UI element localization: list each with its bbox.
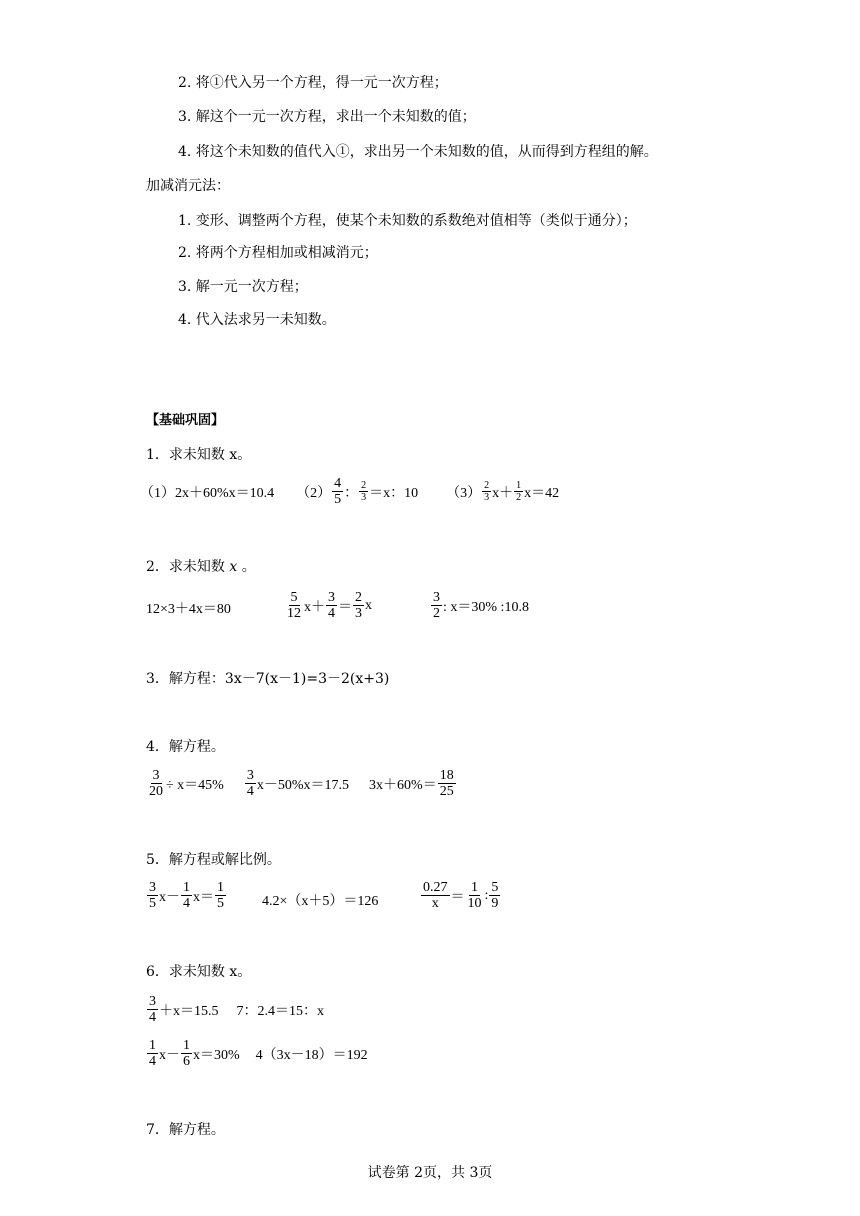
q5-eq-a [146,880,227,911]
q2-prompt-var: x [229,559,238,575]
fraction: $\frac{2}{3}$ [484,480,490,503]
colon: ： [344,485,359,501]
q5-eq-a-mid: x－ [159,889,180,905]
colon: : [484,887,489,903]
q2-prompt-text: 2．求未知数 [146,559,225,575]
q5-eq-b-text: 4.2×（x＋5）＝126 [262,894,379,909]
fraction: $\frac{3}{20}$ [149,768,163,799]
q1-eq-c-mid: x＋ [492,485,514,501]
q2-eq-c-rest: : x＝30% :10.8 [443,599,529,615]
fraction: $\frac{1}{4}$ [183,880,190,911]
q6-row-2 [146,1038,368,1069]
fraction: $\frac{0.27}{x}$ [423,880,448,911]
fraction: $\frac{1}{2}$ [516,480,522,503]
q3-prompt: 3．解方程：3x－7(x－1)=3－2(x+3) [146,671,390,687]
elimination-step-3: 3. 解一元一次方程； [178,279,308,295]
substitution-step-4: 4. 将这个未知数的值代入①，求出另一个未知数的值，从而得到方程组的解。 [178,144,658,160]
fraction: $\frac{2}{3}$ [361,480,367,503]
q1-equations [140,476,559,507]
q2-prompt [146,558,256,576]
q1-prompt: 1．求未知数 x。 [146,447,252,463]
equals: ＝ [450,889,465,905]
fraction: $\frac{1}{4}$ [149,1038,156,1069]
fraction: $\frac{1}{5}$ [217,880,224,911]
fraction: $\frac{1}{6}$ [183,1038,190,1069]
elimination-step-2: 2. 将两个方程相加或相减消元； [178,245,378,261]
q6-eq-b: 7：2.4＝15：x [236,1003,324,1019]
fraction: $\frac{5}{12}$ [287,590,301,621]
q2-eq-b-mid: x＋ [304,599,325,615]
fraction: $\frac{3}{2}$ [433,590,440,621]
q1-eq-b-label: （2） [296,485,332,501]
q6-eq-c-rest: x＝30% [193,1047,240,1063]
fraction: $\frac{5}{9}$ [491,880,499,911]
fraction: $\frac{1}{10}$ [467,880,482,911]
q7-prompt: 7．解方程。 [146,1122,225,1138]
q5-eq-b [262,890,378,910]
q6-eq-c-mid: x－ [159,1047,180,1063]
q6-eq-d: 4（3x－18）＝192 [255,1047,368,1063]
q6-prompt: 6．求未知数 x。 [146,964,252,980]
q4-eq-c-pre: 3x＋60%＝ [369,777,437,793]
q5-prompt: 5．解方程或解比例。 [146,852,281,868]
q5-eq-c [420,880,501,911]
fraction: $\frac{3}{4}$ [328,590,335,621]
fraction: $\frac{2}{3}$ [355,590,362,621]
fraction: $\frac{18}{25}$ [439,768,454,799]
elimination-title: 加减消元法： [146,178,230,194]
fraction: $\frac{3}{4}$ [246,768,254,799]
q2-eq-a-text: 12×3＋4x＝80 [146,602,231,617]
q1-eq-c-rest: x＝42 [524,485,560,501]
q2-eq-b [284,590,372,621]
q2-eq-c [430,590,529,621]
q4-eq-b-rest: x－50%x＝17.5 [256,777,350,793]
fraction: $\frac{3}{4}$ [149,994,156,1025]
q1-eq-b-rest: ＝x：10 [369,485,419,501]
elimination-step-4: 4. 代入法求另一未知数。 [178,312,336,328]
equals: ＝ [338,599,352,615]
q4-eq-a-rest: ÷ x＝45% [166,777,224,793]
q6-row-1 [146,994,324,1025]
fraction: $\frac{4}{5}$ [334,476,342,507]
q4-prompt: 4．解方程。 [146,739,225,755]
q1-eq-a: （1）2x＋60%x＝10.4 [140,485,275,501]
q2-eq-a [146,598,231,618]
q6-eq-a-rest: ＋x＝15.5 [159,1003,219,1019]
fraction: $\frac{3}{5}$ [149,880,156,911]
q5-eq-a-eq: x＝ [193,889,214,905]
q4-equations [146,768,457,799]
section-title: 【基础巩固】 [146,413,225,428]
q2-prompt-end: 。 [241,559,256,575]
q2-eq-b-end: x [365,597,372,613]
substitution-step-2: 2. 将①代入另一个方程，得一元一次方程； [178,75,448,91]
elimination-step-1: 1. 变形、调整两个方程，使某个未知数的系数绝对值相等（类似于通分）； [178,213,637,229]
page-footer: 试卷第 2页，共 3页 [367,1165,493,1181]
substitution-step-3: 3. 解这个一元一次方程，求出一个未知数的值； [178,109,476,125]
q1-eq-c-label: （3） [446,485,482,501]
